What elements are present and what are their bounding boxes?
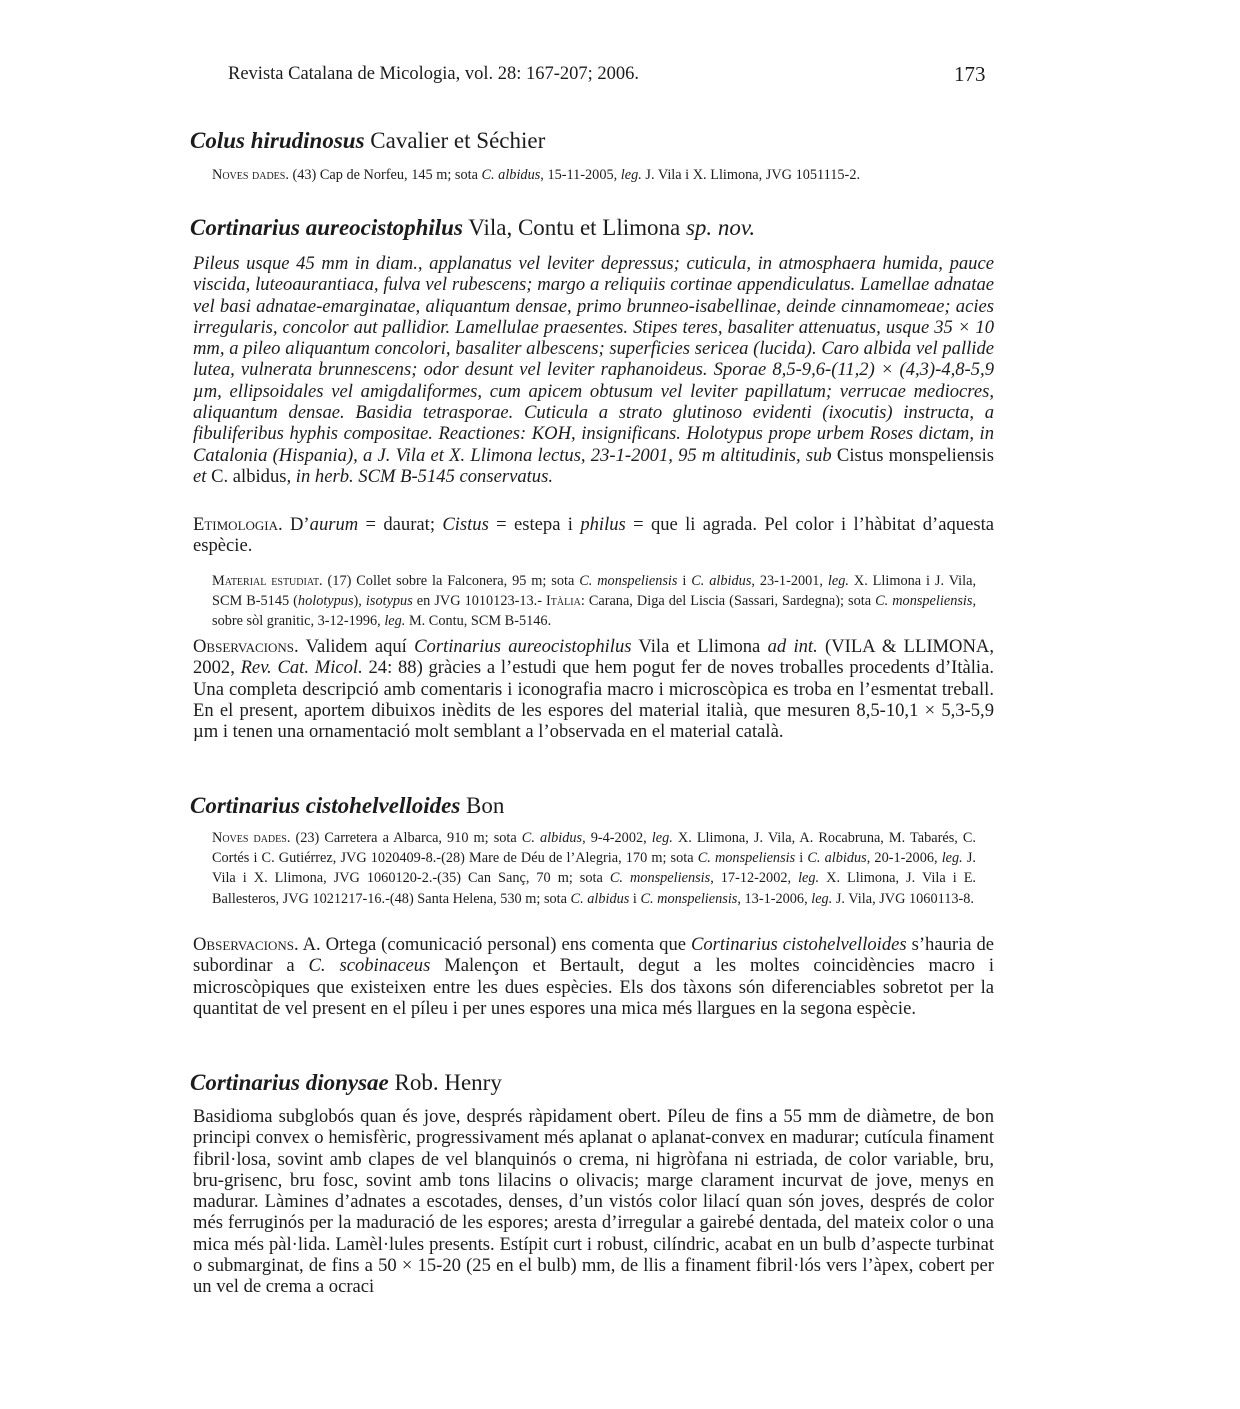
text: , 9-4-2002, <box>582 830 652 846</box>
new-data-colus <box>212 165 976 185</box>
text: et <box>193 465 207 487</box>
text: A. Ortega (comunicació personal) ens comenta que <box>298 934 691 955</box>
species-heading-aureocistophilus <box>190 215 755 241</box>
text: , 15-11-2005, <box>540 167 621 183</box>
taxon: C. monspeliensis <box>640 890 738 907</box>
authors: Cavalier et Séchier <box>364 128 546 153</box>
leg: leg. <box>651 830 673 846</box>
text: M. Contu, SCM B-5146. <box>405 613 552 630</box>
taxon: C. albidus <box>211 465 287 487</box>
text: (17) Collet sobre la Falconera, 95 m; sota <box>322 573 580 589</box>
running-head: Revista Catalana de Micologia, vol. 28: 167-207; 2006. <box>228 64 640 84</box>
authors: Bon <box>460 793 505 818</box>
term: holotypus <box>297 593 354 610</box>
observations-cistohelvelloides <box>193 934 994 1019</box>
text: Validem aquí <box>298 636 415 657</box>
authors: Rob. Henry <box>388 1070 502 1095</box>
text: (43) Cap de Norfeu, 145 m; sota <box>288 167 482 183</box>
taxon: C. albidus <box>521 830 583 846</box>
latin-diagnosis <box>193 253 994 487</box>
taxon: C. albidus <box>570 890 630 907</box>
section-label: Observacions. <box>193 636 299 657</box>
species-heading-dionysae <box>190 1070 502 1096</box>
text: Pileus usque 45 mm in diam., applanatus vel leviter depressus; cuticula, in atmosphaera humida, pauce viscida, luteoaurantiaca, fulva vel rubescens; margo a reliquiis cortinae appendiculatus. Lamellae adnatae vel basi adnatae-emarginatae, aliquantum densae, primo brunneo-isabellinae, deinde cinnamomeae; acies irregularis, concolor aut pallidior. Lamellulae praesentes. Stipes teres, basaliter attenuatus, usque 35 × 10 mm, a pileo aliquantum concolori, basaliter albescens; superficies sericea (lucida). Caro albida vel pallide lutea, vulnerata brunnescens; odor desunt vel leviter raphanoideus. Sporae 8,5-9,6-(11,2) × (4,3)-4,8-5,9 µm, ellipsoidales vel amigdaliformes, cum apicem obtusum vel leviter papillatum; verrucae mediocres, aliquantum densae. Basidia tetrasporae. Cuticula a strato glutinoso evidenti (ixocutis) instructa, a fibuliferibus hyphis compositae. Reactiones: KOH, insignificans. Holotypus prope urbem Roses dictam, in Catalonia (Hispania), a J. Vila et X. Llimona lectus, 23-1-2001, 95 m altitudinis, sub <box>193 253 994 466</box>
taxon: C. monspeliensis <box>609 870 711 887</box>
text: X. Llimona, J. Vila, A. Rocabruna, M. Tabarés, C. Cortés i C. Gutiérrez, JVG 1020409-8.-(28) Mare de Déu de l’Alegria, 170 m; sota <box>212 830 977 867</box>
text: ), <box>353 593 366 610</box>
text: (VILA & LLIMONA, 2002, <box>193 636 994 679</box>
text: Vila et Llimona <box>631 636 768 657</box>
text: X. Llimona, J. Vila i E. Ballesteros, JVG 1021217-16.-(48) Santa Helena, 530 m; sota <box>212 870 976 907</box>
country: Itàlia <box>546 593 581 610</box>
text: X. Llimona i J. Vila, SCM B-5145 ( <box>212 573 977 610</box>
text: J. Vila, JVG 1060113-8. <box>832 890 974 907</box>
text: : Carana, Diga del Liscia (Sassari, Sardegna); sota <box>580 593 876 610</box>
text: J. Vila i X. Llimona, JVG 1051115-2. <box>641 167 861 183</box>
status: sp. nov. <box>685 215 756 240</box>
section-label: Etimologia. <box>193 514 283 535</box>
binomial: Cortinarius dionysae <box>190 1070 389 1095</box>
text: i <box>677 573 692 589</box>
description-dionysae: Basidioma subglobós quan és jove, després ràpidament obert. Píleu de fins a 55 mm de diàmetre, de bon principi convex o hemisfèric, progressivament més aplanat o aplanat-convex en madurar; cutícula finament fibril·losa, sovint amb clapes de vel blanquinós o crema, ni higròfana ni estriada, de color variable, bru, bru-grisenc, bru fosc, sovint amb tons lilacins o olivacis; marge clarament incurvat de jove, menys en madurar. Làmines d’adnates a escotades, denses, d’un vistós color lilací quan són joves, després de color més ferruginós per la maduració de les espores; aresta d’irregular a gairebé dentada, del mateix color o una mica més pàl·lida. Lamèl·lules presents. Estípit curt i robust, cilíndric, acabat en un bulb d’aspecte turbinat o submarginat, de fins a 50 × 15-20 (25 en el bulb) mm, de llis a finament fibril·lós vers l’àpex, cobert per un vel de crema a ocraci <box>193 1106 994 1298</box>
term: isotypus <box>365 593 413 610</box>
text: , 17-12-2002, <box>710 870 799 887</box>
text: s’hauria de subordinar a <box>193 934 994 977</box>
text: i <box>629 890 641 907</box>
text: 24: 88) gràcies a l’estudi que hem pogut fer de noves troballes procedents d’Itàlia. Una completa descripció amb comentaris i iconografia macro i microscòpica es troba en l’esmentat treball. En el present, aportem dibuixos inèdits de les espores del material italià, que mesuren 8,5-10,1 × 5,3-5,9 µm i tenen una ornamentació molt semblant a l’observada en el material català. <box>193 657 994 743</box>
leg: leg. <box>827 573 849 589</box>
species-heading-colus <box>190 128 545 154</box>
journal: Rev. Cat. Micol. <box>240 657 363 679</box>
text: , 13-1-2006, <box>737 890 812 907</box>
text: Malençon et Bertault, degut a les moltes coincidències macro i microscòpiques que existeixen entre les dues espècies. Els dos tàxons són diferenciables sobretot per la quantitat de vel present en el píleu i per unes espores una mica més llargues en la segona espècie. <box>193 955 994 1019</box>
binomial: Cortinarius cistohelvelloides <box>190 793 461 818</box>
taxon: Cortinarius aureocistophilus <box>414 636 632 657</box>
taxon: Cistus monspeliensis <box>836 444 995 466</box>
taxon: C. monspeliensis <box>697 850 796 867</box>
taxon: C. monspeliensis <box>875 593 973 610</box>
text: = estepa i <box>488 514 581 535</box>
section-label: Material estudiat. <box>212 573 323 589</box>
leg: leg. <box>798 870 820 887</box>
leg: leg. <box>384 613 406 630</box>
taxon: Cortinarius cistohelvelloides <box>690 934 907 955</box>
taxon: C. albidus <box>691 573 752 589</box>
authors: Vila, Contu et Llimona <box>462 215 686 240</box>
material-studied <box>212 571 976 632</box>
text: en JVG 1010123-13.- <box>412 593 547 610</box>
term: Cistus <box>442 514 489 535</box>
taxon: C. albidus <box>481 167 541 183</box>
term: ad int. <box>767 636 818 657</box>
section-label: Noves dades. <box>212 830 291 846</box>
text: = que li agrada. Pel color i l’hàbitat d’aquesta espècie. <box>193 514 994 557</box>
text: , 23-1-2001, <box>751 573 828 589</box>
text: (23) Carretera a Albarca, 910 m; sota <box>290 830 522 846</box>
new-data-cistohelvelloides <box>212 828 976 909</box>
taxon: C. scobinaceus <box>308 955 431 977</box>
leg: leg. <box>620 167 642 183</box>
text: , 20-1-2006, <box>866 850 942 867</box>
section-label: Noves dades. <box>212 167 289 183</box>
binomial: Colus hirudinosus <box>190 128 365 153</box>
observations-aureocistophilus <box>193 636 994 742</box>
text: , in herb. SCM B-5145 conservatus. <box>286 465 553 487</box>
text: J. Vila i X. Llimona, JVG 1060120-2.-(35) Can Sanç, 70 m; sota <box>212 850 977 887</box>
taxon: C. albidus <box>807 850 867 867</box>
etymology <box>193 514 994 557</box>
binomial: Cortinarius aureocistophilus <box>190 215 463 240</box>
text: D’ <box>282 514 310 535</box>
text: i <box>795 850 808 867</box>
page-number: 173 <box>954 62 986 86</box>
section-label: Observacions. <box>193 934 299 955</box>
text: = daurat; <box>358 514 443 535</box>
leg: leg. <box>811 890 833 907</box>
species-heading-cistohelvelloides <box>190 793 504 819</box>
leg: leg. <box>941 850 963 867</box>
text: , sobre sòl granitic, 3-12-1996, <box>212 593 977 630</box>
taxon: C. monspeliensis <box>579 573 678 589</box>
term: philus <box>580 514 626 535</box>
term: aurum <box>309 514 359 535</box>
